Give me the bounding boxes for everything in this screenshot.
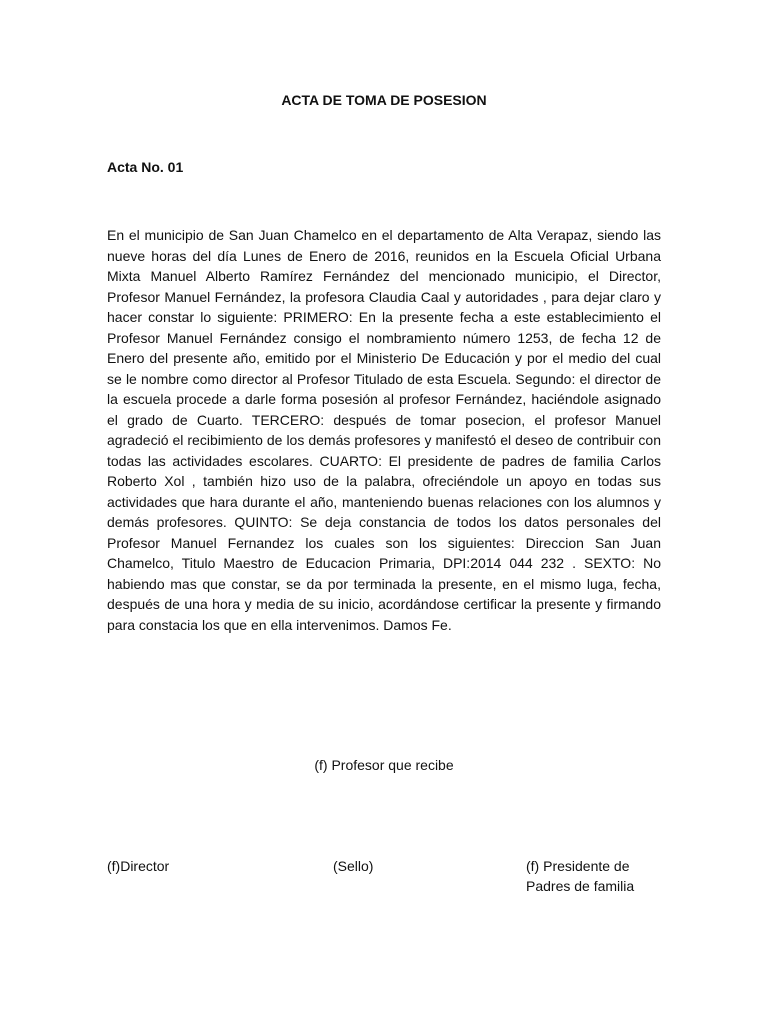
director-signature-line: (f)Director (107, 858, 170, 874)
acta-number: Acta No. 01 (107, 159, 184, 175)
president-signature-line1: (f) Presidente de (526, 858, 630, 874)
document-title: ACTA DE TOMA DE POSESION (281, 92, 487, 108)
document-body: En el municipio de San Juan Chamelco en el departamento de Alta Verapaz, siendo las nueve horas del día Lunes de Enero de 2016, reunidos en la Escuela Oficial Urbana Mixta Manuel Alberto Ramírez Fernández del mencionado municipio, el Director, Profesor Manuel Fernández, la profesora Claudia Caal y autoridades , para dejar claro y hacer constar lo siguiente: PRIMERO: En la presente fecha a este establecimiento el Profesor Manuel Fernández consigo el nombramiento número 1253, de fecha 12 de Enero del presente año, emitido por el Ministerio De Educación y por el medio del cual se le nombre como director al Profesor Titulado de esta Escuela. Segundo: el director de la escuela procede a darle forma posesión al profesor Fernández, haciéndole asignado el grado de Cuarto. TERCERO: después de tomar posecion, el profesor Manuel agradeció el recibimiento de los demás profesores y manifestó el deseo de contribuir con todas las actividades escolares. CUARTO: El presidente de padres de familia Carlos Roberto Xol , también hizo uso de la palabra, ofreciéndole un apoyo en todas sus actividades que hara durante el año, manteniendo buenas relaciones con los alumnos y demás profesores. QUINTO: Se deja constancia de todos los datos personales del Profesor Manuel Fernandez los cuales son los siguientes: Direccion San Juan Chamelco, Titulo Maestro de Educacion Primaria, DPI:2014 044 232 . SEXTO: No habiendo mas que constar, se da por terminada la presente, en el mismo luga, fecha, después de una hora y media de su inicio, acordándose certificar la presente y firmando para constacia los que en ella intervenimos. Damos Fe. (107, 227, 661, 633)
seal-placeholder: (Sello) (333, 858, 374, 874)
president-signature-line2: Padres de familia (526, 878, 635, 894)
receiver-signature-line: (f) Profesor que recibe (314, 757, 454, 773)
president-signature-block (526, 856, 634, 896)
